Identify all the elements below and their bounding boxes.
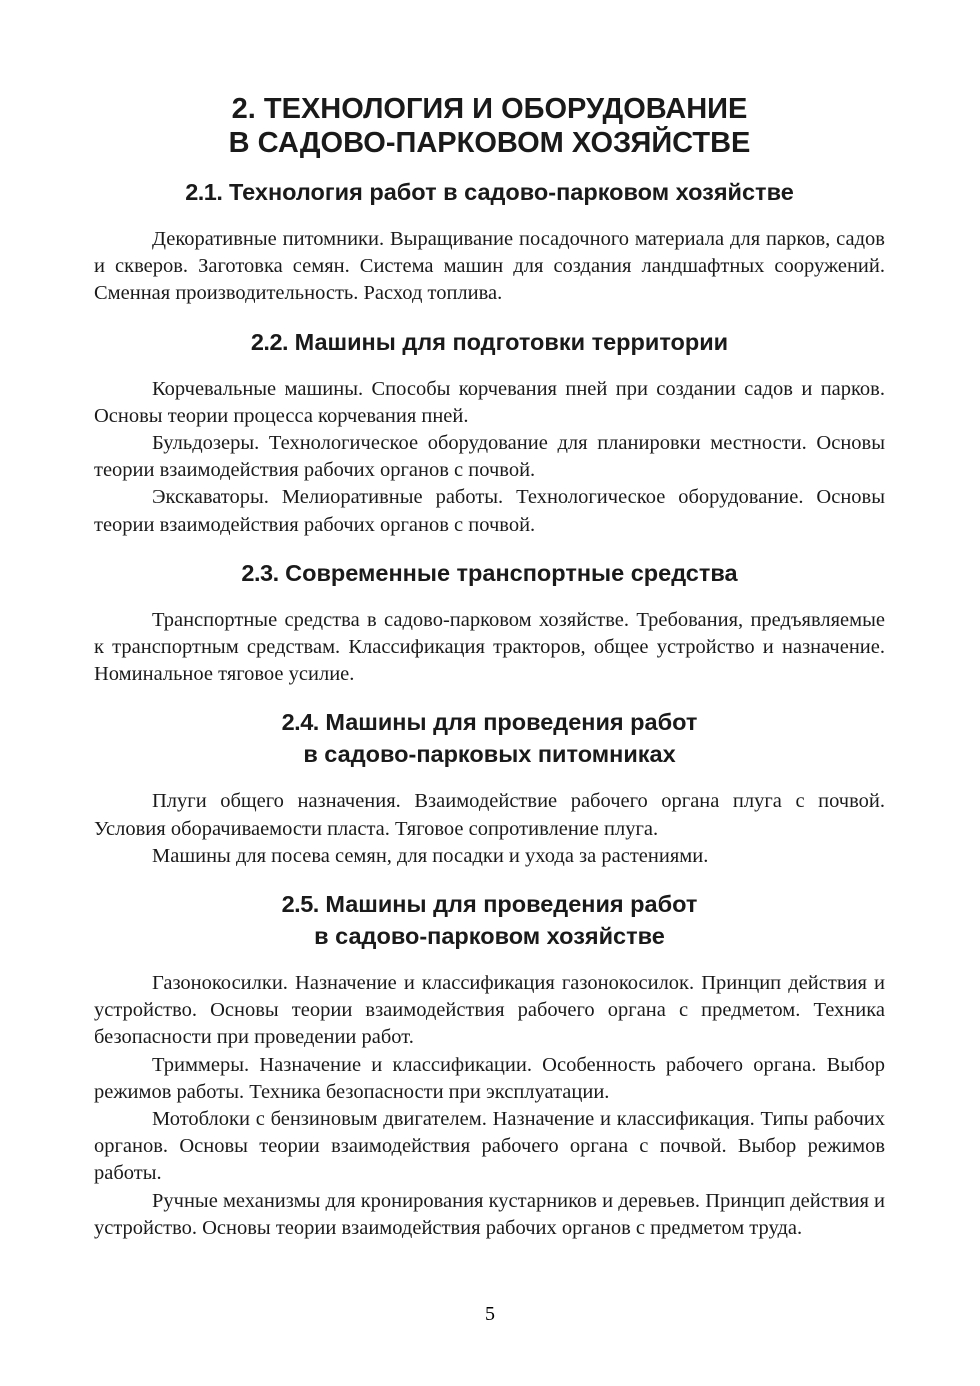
paragraph: Триммеры. Назначение и классификации. Особенность рабочего органа. Выбор режимов работы. Техника безопасности при эксплуатации. xyxy=(94,1053,885,1103)
section-heading-2-5 xyxy=(94,888,885,952)
paragraph: Ручные механизмы для кронирования кустарников и деревьев. Принцип действия и устройство. Основы теории взаимодействия рабочих органов с предметом труда. xyxy=(94,1189,885,1239)
section-heading-2-1 xyxy=(94,176,885,208)
section-number: 2.3. xyxy=(241,559,279,586)
section-number: 2.4. xyxy=(281,709,319,736)
paragraph: Декоративные питомники. Выращивание посадочного материала для парков, садов и скверов. Заготовка семян. Система машин для создания ландшафтных сооружений. Сменная производительность. Расход топлива. xyxy=(94,228,885,305)
section-title-text-line-2: в садово-парковых питомниках xyxy=(303,741,676,768)
section-title-text: Машины для проведения работ xyxy=(325,709,698,736)
paragraph: Корчевальные машины. Способы корчевания пней при создании садов и парков. Основы теории процесса корчевания пней. xyxy=(94,377,885,427)
section-body-2-5 xyxy=(94,970,885,1242)
section-number: 2.1. xyxy=(185,179,223,205)
chapter-title-line-1: 2. ТЕХНОЛОГИЯ И ОБОРУДОВАНИЕ xyxy=(231,93,748,125)
paragraph: Газонокосилки. Назначение и классификация газонокосилок. Принцип действия и устройство. Основы теории взаимодействия рабочего органа с предметом. Техника безопасности при проведении работ. xyxy=(94,972,885,1049)
chapter-title xyxy=(94,92,885,160)
paragraph: Мотоблоки с бензиновым двигателем. Назначение и классификация. Типы рабочих органов. Основы теории взаимодействия рабочего органа с почвой. Выбор режимов работы. xyxy=(94,1108,885,1185)
section-number: 2.5. xyxy=(281,891,319,918)
section-heading-2-2 xyxy=(94,326,885,358)
section-heading-2-4 xyxy=(94,706,885,770)
section-title-text: Современные транспортные средства xyxy=(285,559,738,586)
paragraph: Транспортные средства в садово-парковом хозяйстве. Требования, предъявляемые к транспортным средствам. Классификация тракторов, общее устройство и назначение. Номинальное тяговое усилие. xyxy=(94,608,885,686)
section-body-2-4 xyxy=(94,788,885,870)
section-body-2-1 xyxy=(94,226,885,308)
section-title-text: Машины для проведения работ xyxy=(325,891,698,918)
paragraph: Машины для посева семян, для посадки и ухода за растениями. xyxy=(152,844,709,867)
paragraph: Бульдозеры. Технологическое оборудование для планировки местности. Основы теории взаимодействия рабочих органов с почвой. xyxy=(94,432,885,482)
section-body-2-2 xyxy=(94,376,885,539)
section-number: 2.2. xyxy=(250,328,289,355)
page-number: 5 xyxy=(485,1303,495,1325)
section-title-text-line-2: в садово-парковом хозяйстве xyxy=(314,923,665,950)
section-body-2-3 xyxy=(94,607,885,689)
section-heading-2-3 xyxy=(94,557,885,589)
section-title-text: Технология работ в садово-парковом хозяйстве xyxy=(228,179,794,205)
section-title-text: Машины для подготовки территории xyxy=(294,328,729,355)
paragraph: Плуги общего назначения. Взаимодействие рабочего органа плуга с почвой. Условия оборачиваемости пласта. Тяговое сопротивление плуга. xyxy=(94,790,885,840)
paragraph: Экскаваторы. Мелиоративные работы. Технологическое оборудование. Основы теории взаимодействия рабочих органов с почвой. xyxy=(94,486,885,536)
chapter-title-line-2: В САДОВО-ПАРКОВОМ ХОЗЯЙСТВЕ xyxy=(228,127,751,159)
